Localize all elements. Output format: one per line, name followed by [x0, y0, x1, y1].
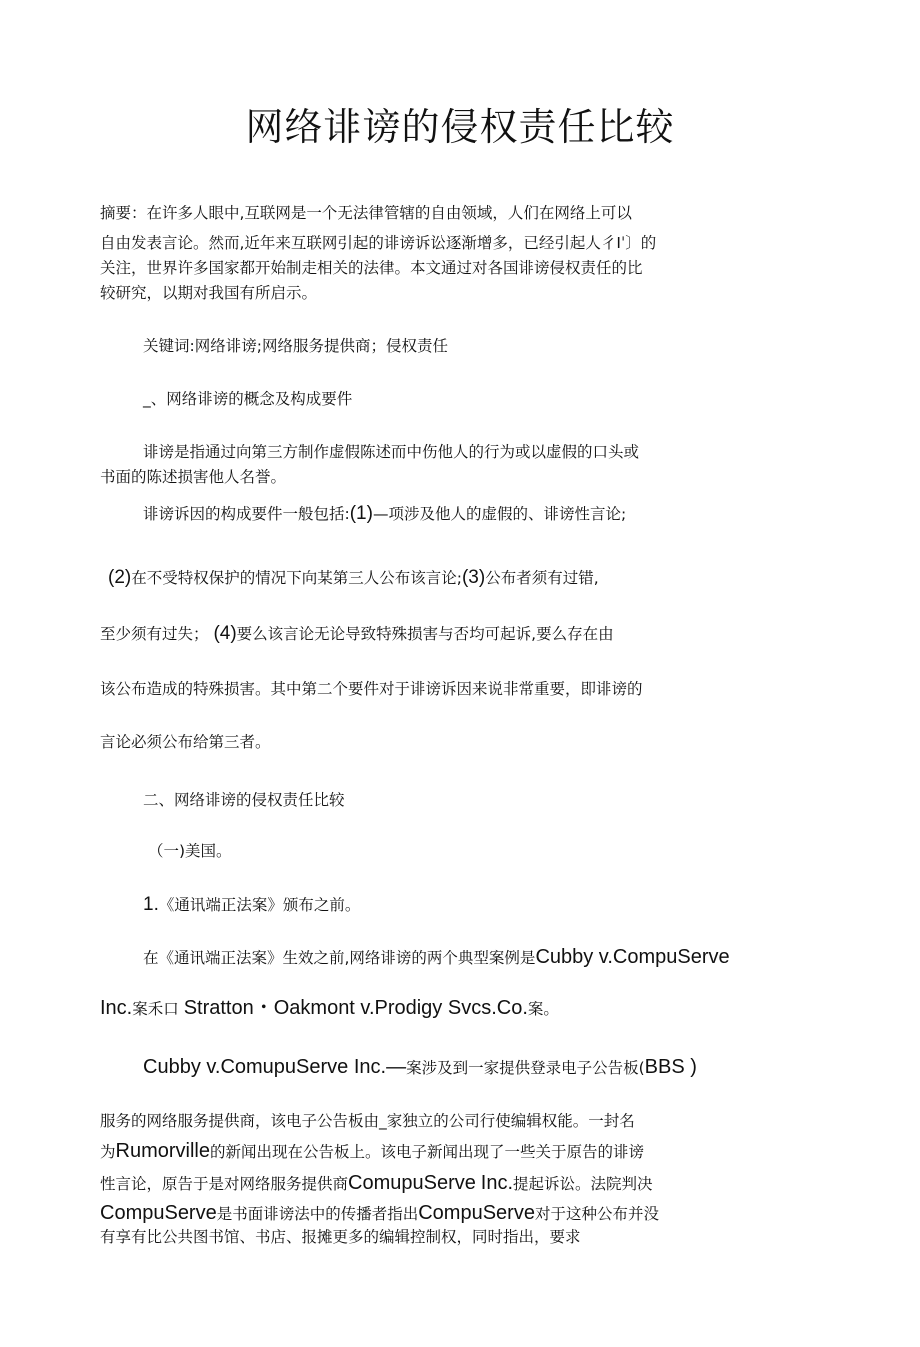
text-segment: 提起诉讼。法院判决 — [513, 1175, 653, 1193]
text-segment: 《通讯端正法案》颁布之前。 — [158, 896, 361, 914]
text-segment: 案涉及到一家提供登录电子公告板( — [406, 1059, 645, 1077]
text-line — [100, 730, 271, 754]
text-line — [100, 1109, 635, 1133]
text-segment: 要么该言论无论导致特殊损害与否均可起诉,要么存在由 — [236, 625, 614, 643]
document-title: 网络诽谤的侵权责任比较 — [245, 105, 675, 149]
text-line — [100, 256, 643, 280]
text-line — [100, 1225, 581, 1249]
text-segment: 1. — [143, 894, 159, 915]
text-line — [143, 893, 360, 917]
text-segment: 在不受特权保护的情况下向某第三人公布该言论; — [131, 569, 462, 587]
text-line — [143, 387, 352, 411]
text-line — [148, 839, 232, 863]
text-line — [100, 231, 656, 255]
text-segment: (3) — [461, 567, 486, 588]
text-segment: Rumorville — [115, 1140, 210, 1162]
text-segment: 言论必须公布给第三者。 — [100, 733, 271, 751]
text-segment: 关键词:网络诽谤;网络服务提供商；侵权责任 — [143, 337, 448, 355]
text-segment: 二、网络诽谤的侵权责任比较 — [143, 791, 345, 809]
text-line — [100, 201, 632, 225]
text-line — [143, 334, 448, 358]
text-line — [100, 465, 286, 489]
text-line — [108, 566, 599, 590]
text-segment: (2) — [108, 567, 132, 588]
text-line — [100, 677, 643, 701]
text-segment: 服务的网络服务提供商，该电子公告板由_家独立的公司行使编辑权能。一封名 — [100, 1112, 635, 1130]
text-line — [100, 1139, 644, 1164]
text-line — [100, 1171, 653, 1196]
text-segment: CompuServe — [418, 1202, 535, 1224]
text-segment: ComupuServe — [348, 1172, 476, 1194]
text-line — [143, 1055, 697, 1080]
text-segment: 诽谤是指通过向第三方制作虚假陈述而中伤他人的行为或以虚假的口头或 — [143, 443, 640, 461]
text-segment: 该公布造成的特殊损害。其中第二个要件对于诽谤诉因来说非常重要，即诽谤的 — [100, 680, 643, 698]
text-segment: Inc. — [480, 1172, 514, 1194]
text-segment: 关注，世界许多国家都开始制走相关的法律。本文通过对各国诽谤侵权责任的比 — [100, 259, 643, 277]
text-segment: 案。 — [527, 1000, 559, 1018]
text-segment: 为 — [100, 1143, 116, 1161]
text-segment: —项涉及他人的虚假的、诽谤性言论; — [372, 505, 627, 523]
text-line — [143, 945, 730, 970]
text-line — [100, 1201, 659, 1226]
text-segment: 对于这种公布并没 — [534, 1205, 659, 1223]
text-segment: 的新闻出现在公告板上。该电子新闻出现了一些关于原告的诽谤 — [209, 1143, 644, 1161]
text-segment: BBS ) — [644, 1056, 697, 1078]
text-segment: （一)美国。 — [148, 842, 232, 860]
text-line — [100, 996, 559, 1021]
text-segment: (1) — [349, 503, 373, 524]
text-line — [100, 622, 614, 646]
text-segment: Stratton・Oakmont v.Prodigy Svcs.Co. — [183, 997, 528, 1019]
text-segment: Inc. — [100, 997, 133, 1019]
text-segment: 在《通讯端正法案》生效之前,网络诽谤的两个典型案例是 — [143, 949, 536, 967]
text-segment: 较研究，以期对我国有所启示。 — [100, 284, 318, 302]
text-segment: _、网络诽谤的概念及构成要件 — [143, 390, 353, 408]
text-segment: 性言论，原告于是对网络服务提供商 — [100, 1175, 349, 1193]
text-line — [143, 440, 639, 464]
text-segment: CompuServe — [100, 1202, 217, 1224]
text-segment: 至少须有过失； — [100, 625, 214, 643]
text-segment: Cubby v.ComupuServe Inc.— — [143, 1056, 407, 1078]
text-segment: 是书面诽谤法中的传播者指出 — [216, 1205, 419, 1223]
text-line — [143, 502, 626, 526]
text-segment: 诽谤诉因的构成要件一般包括: — [143, 505, 350, 523]
text-line — [143, 788, 345, 812]
text-segment: 有享有比公共图书馆、书店、报摊更多的编辑控制权，同时指出，要求 — [100, 1228, 581, 1246]
text-segment: 公布者须有过错, — [485, 569, 599, 587]
text-segment: 书面的陈述损害他人名誉。 — [100, 468, 287, 486]
text-line — [100, 281, 317, 305]
text-segment: 摘要：在许多人眼中,互联网是一个无法律管辖的自由领域，人们在网络上可以 — [100, 204, 632, 222]
text-segment: Cubby v.CompuServe — [535, 946, 730, 968]
text-segment: (4) — [213, 623, 237, 644]
text-segment: 案禾口 — [132, 1000, 184, 1018]
text-segment: 自由发表言论。然而,近年来互联网引起的诽谤诉讼逐渐增多，已经引起人彳Iˈ〕的 — [100, 234, 657, 252]
